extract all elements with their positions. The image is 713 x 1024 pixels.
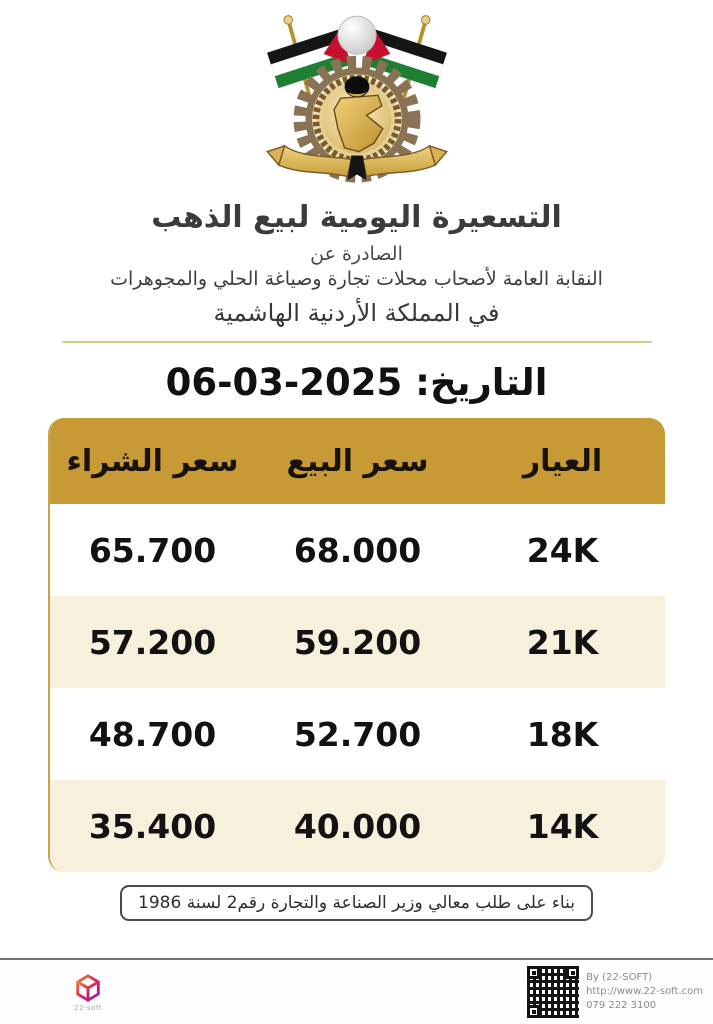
karat-value: 14K: [526, 806, 599, 846]
date-value: 06-03-2025: [165, 361, 403, 404]
credit-by: By (22-SOFT): [586, 972, 653, 983]
qr-code-icon: [527, 966, 579, 1018]
credit-text: [586, 971, 703, 1013]
table-row-14k: [50, 780, 665, 872]
credit-url: http://www.22-soft.com: [586, 986, 703, 997]
buy-value: 65.700: [88, 530, 217, 570]
table-header-row: [50, 418, 665, 504]
table-row-21k: [50, 596, 665, 688]
brand-caption: 22-soft: [74, 1003, 102, 1012]
qr-finder-icon: [527, 966, 540, 979]
header-buy-price: سعر الشراء: [66, 443, 239, 479]
brand-block: [58, 973, 118, 1012]
ministerial-note: بناء على طلب معالي وزير الصناعة والتجارة رقم2 لسنة 1986: [120, 885, 593, 921]
qr-finder-icon: [527, 1005, 540, 1018]
karat-value: 21K: [526, 622, 599, 662]
sell-value: 40.000: [293, 806, 422, 846]
table-row-24k: [50, 504, 665, 596]
date-line: [0, 361, 713, 404]
credit-phone: 079 222 3100: [586, 1000, 657, 1011]
date-label: التاريخ:: [415, 361, 548, 404]
syndicate-emblem-icon: [252, 6, 462, 198]
buy-value: 48.700: [88, 714, 217, 754]
gold-divider: [62, 341, 652, 343]
sell-value: 68.000: [293, 530, 422, 570]
issued-by-line1: الصادرة عن: [310, 243, 403, 265]
buy-value: 35.400: [88, 806, 217, 846]
table-row-18k: [50, 688, 665, 780]
cube-logo-icon: [74, 973, 102, 1003]
issued-by-line2: النقابة العامة لأصحاب محلات تجارة وصياغة الحلي والمجوهرات: [110, 268, 603, 290]
sell-value: 52.700: [293, 714, 422, 754]
karat-value: 24K: [526, 530, 599, 570]
credit-block: [527, 966, 703, 1018]
karat-value: 18K: [526, 714, 599, 754]
buy-value: 57.200: [88, 622, 217, 662]
sell-value: 59.200: [293, 622, 422, 662]
page-title: التسعيرة اليومية لبيع الذهب: [151, 200, 562, 235]
crucible-icon: [344, 76, 369, 97]
gold-price-table: [48, 418, 665, 872]
pearl-ball-icon: [337, 16, 375, 54]
qr-finder-icon: [566, 966, 579, 979]
emblem-container: [0, 6, 713, 198]
header-sell-price: سعر البيع: [286, 443, 429, 479]
header-karat: العيار: [522, 443, 603, 479]
issued-by-line3: في المملكة الأردنية الهاشمية: [213, 299, 500, 327]
footer-bar: [0, 958, 713, 1024]
